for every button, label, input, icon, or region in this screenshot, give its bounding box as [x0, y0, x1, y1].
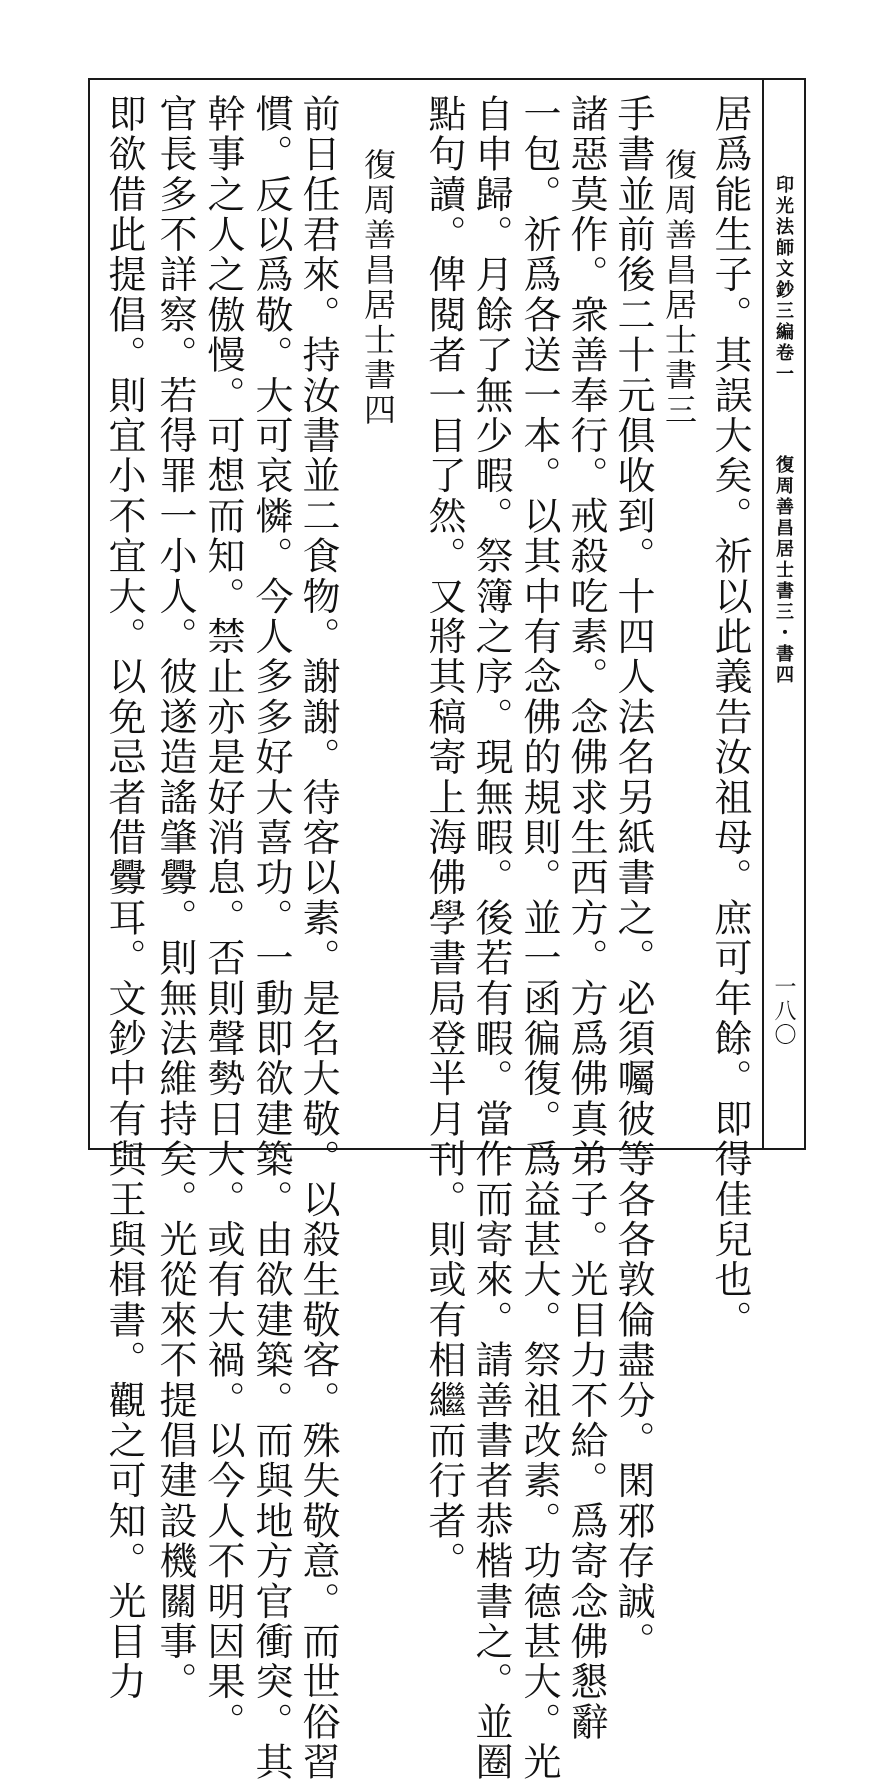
section-title: 復周善昌居士書三・書四: [773, 455, 794, 686]
text-column-3: 手書並前後二十元俱收到。十四人法名另紙書之。必須囑彼等各各敦倫盡分。閑邪存誠。: [611, 94, 655, 1662]
text-column-13: 即欲借此提倡。則宜小不宜大。以免忌者借釁耳。文鈔中有與王與楫書。觀之可知。光目力: [102, 94, 146, 1702]
text-column-9: 前日任君來。持汝書並二食物。謝謝。待客以素。是名大敬。以殺生敬客。殊失敬意。而世俗習: [296, 94, 340, 1782]
margin-rule: [762, 78, 764, 1150]
book-title: 印光法師文鈔三編卷一: [773, 175, 794, 385]
letter-heading-4: 復周善昌居士書四: [359, 148, 397, 428]
text-column-7: 點句讀。俾閱者一目了然。又將其稿寄上海佛學書局登半月刊。則或有相繼而行者。: [422, 94, 466, 1582]
text-column-5: 一包。祈爲各送一本。以其中有念佛的規則。並一函徧復。爲益甚大。祭祖改素。功德甚大。光: [517, 94, 561, 1782]
text-column-10: 慣。反以爲敬。大可哀憐。今人多多好大喜功。一動即欲建築。由欲建築。而與地方官衝突。其: [249, 94, 293, 1782]
text-column-6: 自申歸。月餘了無少暇。祭簿之序。現無暇。後若有暇。當作而寄來。請善書者恭楷書之。並圈: [469, 94, 513, 1782]
letter-heading-3: 復周善昌居士書三: [660, 148, 698, 428]
text-column-12: 官長多不詳察。若得罪一小人。彼遂造謠肇釁。則無法維持矣。光從來不提倡建設機關事。: [153, 94, 197, 1702]
text-column-11: 幹事之人之傲慢。可想而知。禁止亦是好消息。否則聲勢日大。或有大禍。以今人不明因果。: [201, 94, 245, 1743]
text-column-4: 諸惡莫作。衆善奉行。戒殺吃素。念佛求生西方。方爲佛真弟子。光目力不給。爲寄念佛懇辭: [564, 94, 608, 1743]
page-number: 一八〇: [771, 975, 796, 1047]
text-column-1: 居爲能生子。其誤大矣。祈以此義告汝祖母。庶可年餘。即得佳兒也。: [708, 94, 752, 1341]
